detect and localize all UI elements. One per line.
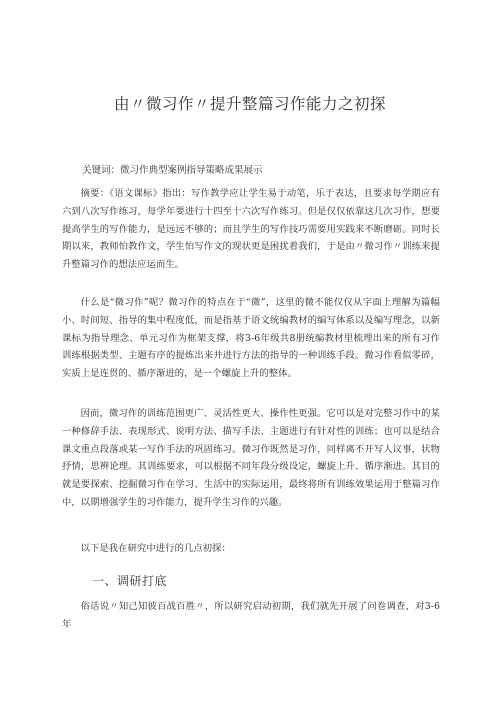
abstract-paragraph: 摘要：《语文课标》指出：写作教学应让学生易于动笔，乐于表达，且要求每学期应有六到八次写作练习，每学年要进行十四至十六次写作练习。但是仅仅依靠这几次习作，想要提高学生的写作能力，是远远不够的；而且学生的写作技巧需要用实践来不断磨砺。同时长期以来，教师怕教作文，学生怕写作文的现状更是困扰着我们，于是由〃微习作〃训练来提升整篇习作的想法应运而生。 (62, 188, 440, 271)
body-paragraph: 以下是我在研究中进行的几点初探： (80, 543, 231, 554)
document-title: 由〃微习作〃提升整篇习作能力之初探 (113, 95, 386, 113)
body-paragraph: 什么是“微习作”呢？微习作的特点在于“微”，这里的微不能仅仅从字面上理解为篇幅小、时间短、指导的集中程度低，而是指基于语文统编教材的编写体系以及编写理念，以新课标为指导理念、单元习作为框架支撑，将3-6年级共8册统编教材里梳理出来的所有习作训练根据类型、主题有序的提炼出来并进行方法的指导的一种训练手段。微习作看似零碎，实质上是连贯的、循序渐进的，是一个螺旋上升的整体。 (62, 297, 440, 380)
keywords-line: 关键词：微习作典型案例指导策略成果展示 (82, 165, 263, 176)
section-heading: 一、调研打底 (92, 574, 168, 588)
body-paragraph: 俗话说〃知己知彼百战百胜〃，所以研究启动初期，我们就先开展了问卷调查，对3-6年 (62, 601, 440, 630)
body-paragraph: 因而，微习作的训练范围更广、灵活性更大、操作性更强。它可以是对完整习作中的某一种修辞手法、表现形式、说明方法、描写手法、主题进行有针对性的训练；也可以是结合课文重点段落或某一写作手法的巩固练习。微习作既然是习作，同样离不开写人议事，状物抒情，思辨论理。其训练要求，可以根据不同年段分级设定，螺旋上升、循序渐进。其目的就是要探索、挖掘微习作在学习、生活中的实际运用，最终将所有训练效果运用于整篇习作中，以期增强学生的习作能力，提升学生习作的兴趣。 (62, 408, 440, 508)
